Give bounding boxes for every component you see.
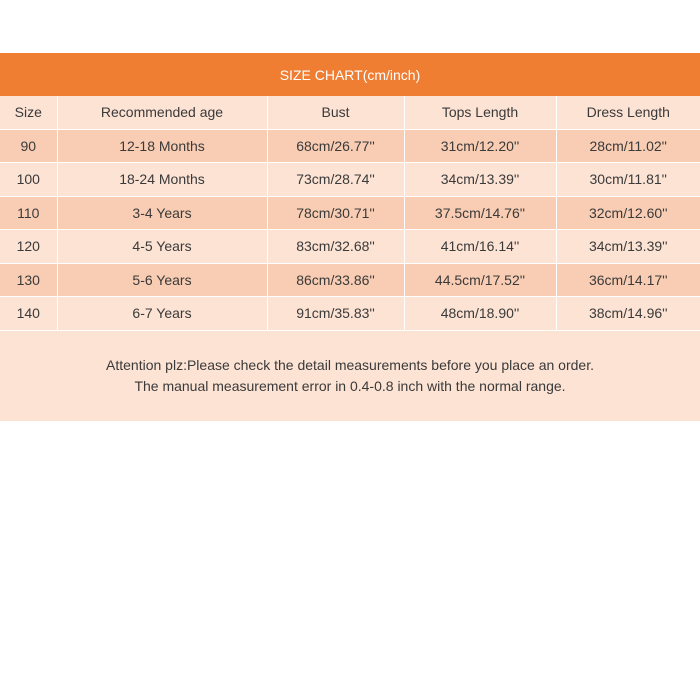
cell-tops-length: 44.5cm/17.52'' (404, 263, 556, 297)
table-row (0, 263, 700, 297)
size-chart-title: SIZE CHART(cm/inch) (0, 53, 700, 96)
table-row (0, 163, 700, 197)
cell-bust: 68cm/26.77'' (267, 129, 404, 163)
measurement-notes (0, 331, 700, 421)
table-row (0, 230, 700, 264)
cell-tops-length: 31cm/12.20'' (404, 129, 556, 163)
cell-size: 110 (0, 196, 57, 230)
column-header-recommended-age: Recommended age (57, 96, 267, 129)
size-chart (0, 53, 700, 421)
cell-age: 4-5 Years (57, 230, 267, 264)
table-row (0, 297, 700, 331)
cell-size: 90 (0, 129, 57, 163)
cell-dress-length: 34cm/13.39'' (588, 238, 668, 255)
cell-age: 18-24 Months (57, 163, 267, 197)
attention-note: Attention plz:Please check the detail measurements before you place an order. (106, 356, 594, 373)
table-header-row (0, 96, 700, 129)
cell-age: 6-7 Years (57, 297, 267, 331)
cell-size: 120 (0, 230, 57, 264)
cell-dress-length: 32cm/12.60'' (588, 204, 668, 221)
cell-bust: 86cm/33.86'' (267, 263, 404, 297)
cell-dress-length: 38cm/14.96'' (588, 305, 668, 322)
cell-size: 140 (0, 297, 57, 331)
cell-dress-length: 28cm/11.02'' (589, 137, 667, 154)
size-table (0, 96, 700, 331)
cell-tops-length: 37.5cm/14.76'' (404, 196, 556, 230)
column-header-tops-length: Tops Length (404, 96, 556, 129)
cell-age: 12-18 Months (57, 129, 267, 163)
table-row (0, 196, 700, 230)
cell-dress-length: 30cm/11.81'' (589, 171, 667, 188)
table-row (0, 129, 700, 163)
cell-bust: 83cm/32.68'' (267, 230, 404, 264)
cell-dress-length: 36cm/14.17'' (588, 271, 668, 288)
measurement-error-note: The manual measurement error in 0.4-0.8 inch with the normal range. (134, 377, 566, 394)
cell-bust: 73cm/28.74'' (267, 163, 404, 197)
cell-size: 100 (0, 163, 57, 197)
cell-tops-length: 34cm/13.39'' (404, 163, 556, 197)
cell-age: 5-6 Years (57, 263, 267, 297)
cell-tops-length: 41cm/16.14'' (404, 230, 556, 264)
column-header-bust: Bust (267, 96, 404, 129)
column-header-dress-length: Dress Length (586, 104, 670, 121)
column-header-size: Size (0, 96, 57, 129)
cell-age: 3-4 Years (57, 196, 267, 230)
cell-bust: 78cm/30.71'' (267, 196, 404, 230)
cell-tops-length: 48cm/18.90'' (404, 297, 556, 331)
cell-size: 130 (0, 263, 57, 297)
cell-bust: 91cm/35.83'' (267, 297, 404, 331)
